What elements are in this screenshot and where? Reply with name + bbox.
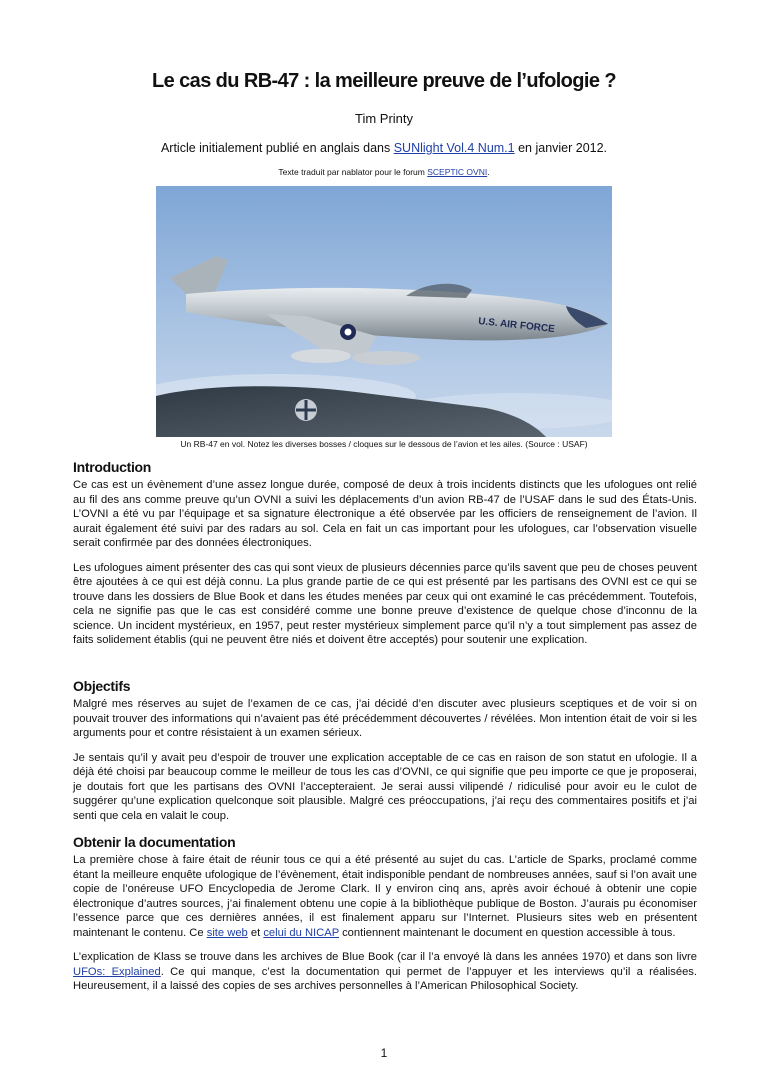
translation-note-after: . [487,167,490,177]
documentation-p1-text-before: La première chose à faire était de réunir tous ce qui a été présenté au sujet du cas. L’article de Sparks, proclamé comme étant la meilleure enquête ufologique de l’évènement, était indisponible pendant de nombreuses années, sauf si l’on avait une copie de l’onéreuse UFO Encyclopedia de Jerome Clark. Il y environ cinq ans, après avoir échoué à obtenir une copie électronique d’autres sources, j’ai finalement obtenu une copie à la bibliothèque publique de Boston. J’aurais pu économiser l’essence parce que ces dernières années, il est finalement apparu sur l’Internet. Plusieurs sites web en présentent maintenant le contenu. Ce [73,854,697,939]
heading-objectifs: Objectifs [73,678,131,694]
heading-documentation: Obtenir la documentation [73,834,236,850]
objectifs-paragraph-1: Malgré mes réserves au sujet de l’examen de ce cas, j’ai décidé d’en discuter avec plusieurs sceptiques et de voir si on pouvait trouver des informations qui n’avaient pas été précédemment découvertes / révélées. Mon intention était de voir si les arguments pour et contre résistaient à un examen sérieux. [73,698,697,739]
documentation-p2-text-before: L’explication de Klass se trouve dans les archives de Blue Book (car il l’a envoyé là dans les années 1970) et dans son livre [73,951,697,963]
publication-note-before: Article initialement publié en anglais dans [160,141,394,155]
document-title: Le cas du RB-47 : la meilleure preuve de l’ufologie ? [152,70,616,92]
section-introduction [73,459,697,648]
page-number: 1 [380,1046,388,1060]
documentation-p2-text-after: . Ce qui manque, c’est la documentation qui permet de l’appuyer et les interviews qu’il a réalisées. Heureusement, il a laissé des copies de ses archives personnelles à l’American Philosophical Society. [73,965,697,992]
section-objectifs [73,678,697,823]
nicap-link[interactable]: celui du NICAP [263,926,339,939]
heading-introduction: Introduction [73,459,152,475]
objectifs-paragraph-2: Je sentais qu’il y avait peu d’espoir de trouver une explication acceptable de ce cas en raison de son statut en ufologie. Il a déjà été choisi par beaucoup comme le meilleur de tous les cas d’OVNI, ce qui signifie que peu importe ce que je proposerai, je doutais fort que les partisans des OVNI l’accepteraient. Je serai aussi vilipendé / ridiculisé pour avoir eu le culot de suggérer qu’une explication quelconque soit plausible. Malgré ces préoccupations, j’ai reçu des commentaires positifs et j’ai senti que cela en valait le coup. [73,751,697,822]
documentation-paragraph-2 [73,950,697,994]
site-web-link[interactable]: site web [206,926,248,939]
documentation-p1-text-after: contiennent maintenant le document en question accessible à tous. [338,926,676,939]
section-documentation [73,834,697,994]
documentation-paragraph-1 [73,853,697,940]
rb47-photo [156,186,612,437]
fuselage-lettering: U.S. AIR FORCE [477,316,556,336]
sceptic-ovni-link[interactable]: SCEPTIC OVNI [427,167,488,177]
sunlight-link[interactable]: SUNlight Vol.4 Num.1 [393,141,515,155]
translation-note [0,167,768,177]
ufos-explained-link[interactable]: UFOs: Explained [73,965,161,978]
publication-note-after: en janvier 2012. [514,141,608,155]
intro-paragraph-2: Les ufologues aiment présenter des cas qui sont vieux de plusieurs décennies parce qu’ils savent que peu de choses peuvent être ajoutées à ce qui est déjà connu. La plus grande partie de ce qui est présenté par les partisans des OVNI est ce qui se trouve dans les dossiers de Blue Book et dans les études menées par ceux qui ont examiné le cas précédemment. Toutefois, cela ne signifie pas que le cas est considéré comme une bonne preuve d’existence de quelque chose d’inconnu de la science. Un incident mystérieux, en 1957, peut rester mystérieux simplement parce qu’il n’y a tout simplement pas assez de faits solidement établis (qui ne peuvent être niés et doivent être acceptés) pour soutenir une explication. [73,561,697,646]
documentation-p1-text-mid: et [247,926,264,939]
rb47-aircraft-illustration [156,186,612,437]
author-name: Tim Printy [354,111,414,126]
intro-paragraph-1: Ce cas est un évènement d’une assez longue durée, composé de deux à trois incidents distincts que les ufologues ont relié au fil des ans comme preuve qu’un OVNI a suivi les déplacements d’un avion RB-47 de l’USAF dans le sud des États-Unis. L’OVNI a été vu par l’équipage et sa signature électronique a été observée par les officiers de renseignement de l’avion. Il aurait également été suivi par des radars au sol. Cela en fait un cas important pour les ufologues, car l’observation visuelle serait confirmée par des données électroniques. [73,479,697,549]
translation-note-before: Texte traduit par nablator pour le forum [278,167,428,177]
photo-caption: Un RB-47 en vol. Notez les diverses bosses / cloques sur le dessous de l’avion et les ailes. (Source : USAF) [180,439,588,449]
publication-note [0,141,768,155]
